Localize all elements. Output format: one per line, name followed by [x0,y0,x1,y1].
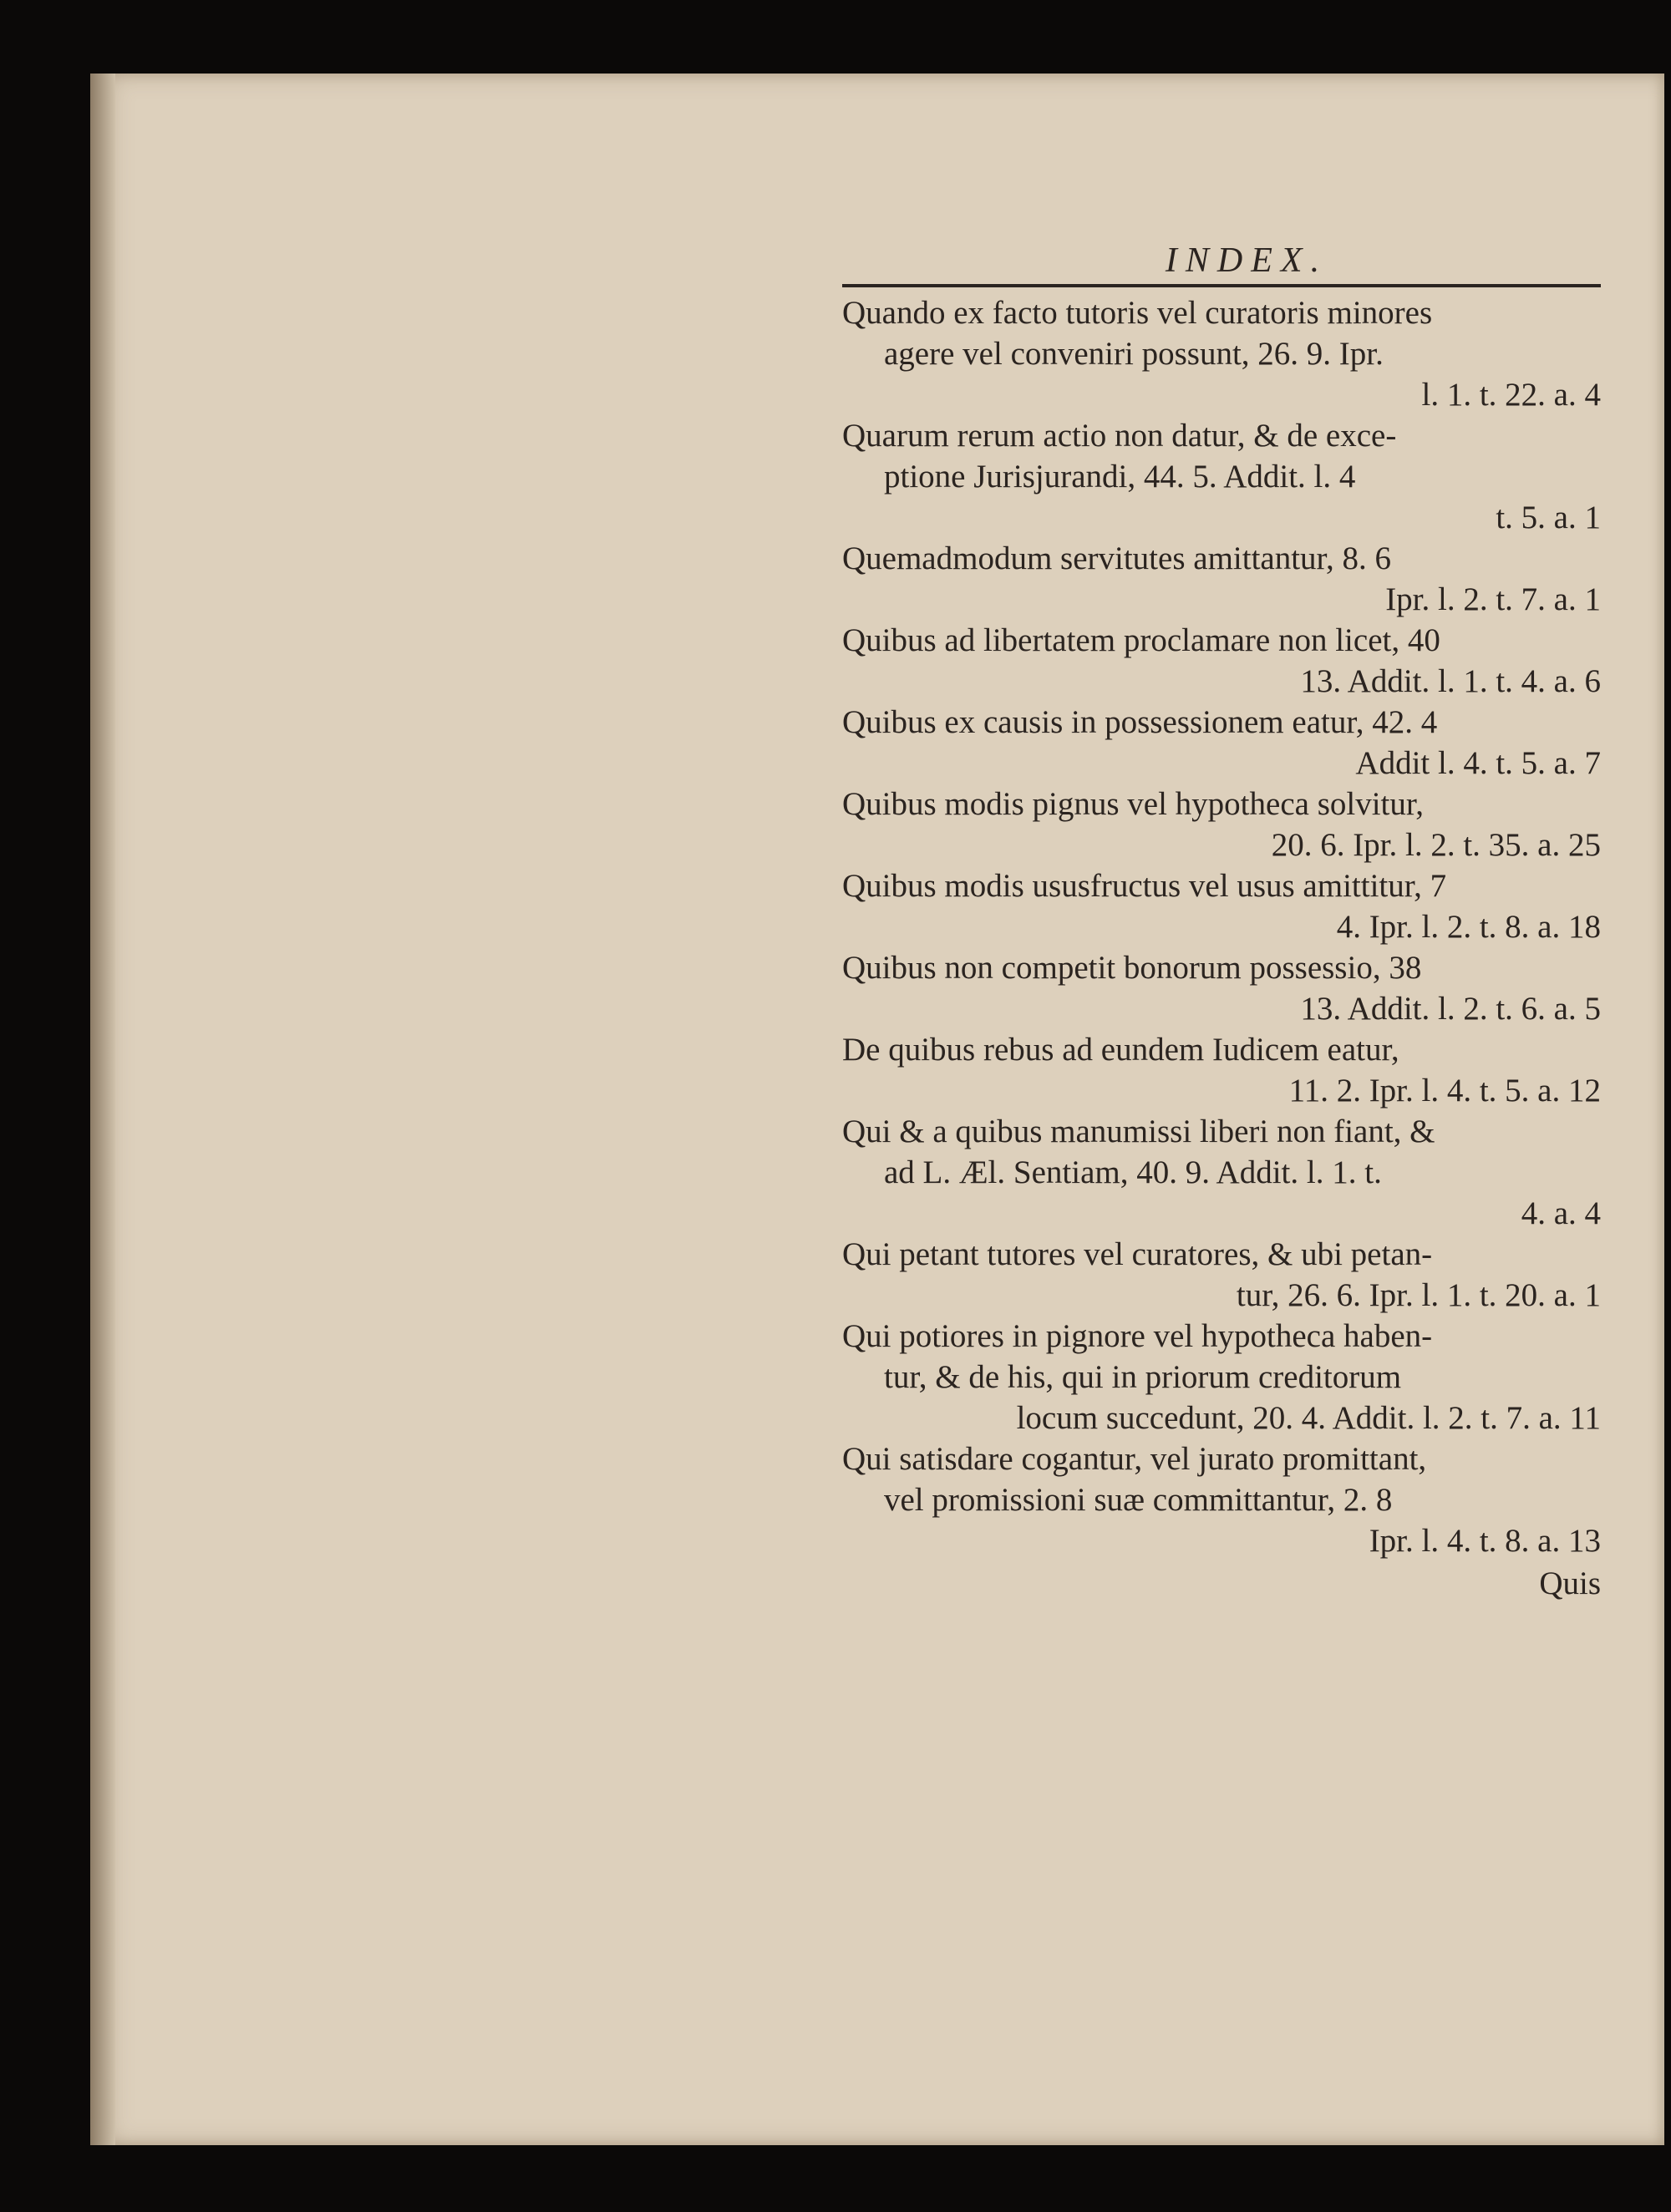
index-entry-line: 13. Addit. l. 2. t. 6. a. 5 [1300,991,1601,1027]
index-entry-heading: Quemadmodum servitutes amittantur, 8. 6 [842,540,1391,576]
index-entry [842,415,1601,538]
index-entry-line: 4. Ipr. l. 2. t. 8. a. 18 [1336,909,1601,945]
index-entry-line: Ipr. l. 2. t. 7. a. 1 [1385,581,1601,617]
index-entry-heading: Quibus modis pignus vel hypotheca solvitur, [842,786,1425,822]
index-entry [842,1111,1601,1234]
index-entry-heading: Quibus ad libertatem proclamare non licet, 40 [842,622,1440,658]
index-entry-heading: Qui petant tutores vel curatores, & ubi petan- [842,1236,1433,1272]
index-entry-line: agere vel conveniri possunt, 26. 9. Ipr. [884,336,1384,372]
index-entry-line: locum succedunt, 20. 4. Addit. l. 2. t. 7. a. 11 [1016,1400,1601,1436]
index-entry-line: vel promissioni suæ committantur, 2. 8 [884,1482,1393,1518]
running-head-rule [842,284,1601,287]
index-entry-heading: Quando ex facto tutoris vel curatoris minores [842,295,1433,331]
index-entries [842,292,1601,1561]
index-entry-heading: Qui & a quibus manumissi liberi non fiant, & [842,1114,1435,1149]
index-entry-heading: Quibus non competit bonorum possessio, 38 [842,950,1422,986]
index-entry [842,784,1601,865]
index-entry-heading: De quibus rebus ad eundem Iudicem eatur, [842,1032,1399,1068]
index-entry-line: ptione Jurisjurandi, 44. 5. Addit. l. 4 [884,459,1356,495]
index-entry [842,947,1601,1029]
index-entry-heading: Quibus modis ususfructus vel usus amittitur, 7 [842,868,1447,904]
index-entry-heading: Qui satisdare cogantur, vel jurato promittant, [842,1441,1427,1477]
index-entry-line: ad L. Æl. Sentiam, 40. 9. Addit. l. 1. t. [884,1154,1382,1190]
index-entry [842,702,1601,784]
index-text-block [842,241,1601,1604]
index-entry [842,620,1601,702]
index-entry [842,292,1601,415]
page-gutter-shadow [90,74,115,2145]
index-entry-line: l. 1. t. 22. a. 4 [1421,377,1601,413]
index-entry-line: 4. a. 4 [1521,1195,1601,1231]
index-entry [842,1438,1601,1561]
index-entry-heading: Quibus ex causis in possessionem eatur, 42. 4 [842,704,1438,740]
index-entry-line: t. 5. a. 1 [1496,500,1601,535]
index-entry-line: 20. 6. Ipr. l. 2. t. 35. a. 25 [1271,827,1601,863]
index-entry-line: Ipr. l. 4. t. 8. a. 13 [1369,1523,1601,1559]
index-entry-line: tur, 26. 6. Ipr. l. 1. t. 20. a. 1 [1236,1277,1601,1313]
index-entry-heading: Quarum rerum actio non datur, & de exce- [842,418,1397,454]
index-entry-line: 11. 2. Ipr. l. 4. t. 5. a. 12 [1288,1073,1601,1109]
index-entry [842,1316,1601,1438]
index-entry-heading: Qui potiores in pignore vel hypotheca haben- [842,1318,1433,1354]
index-entry-line: 13. Addit. l. 1. t. 4. a. 6 [1300,663,1601,699]
index-entry [842,538,1601,620]
index-entry [842,1234,1601,1316]
index-entry-line: Addit l. 4. t. 5. a. 7 [1355,745,1601,781]
index-entry [842,865,1601,947]
running-head: INDEX. [1165,241,1328,280]
index-entry-line: tur, & de his, qui in priorum creditorum [884,1359,1402,1395]
index-entry [842,1029,1601,1111]
catchword: Quis [1539,1565,1601,1601]
